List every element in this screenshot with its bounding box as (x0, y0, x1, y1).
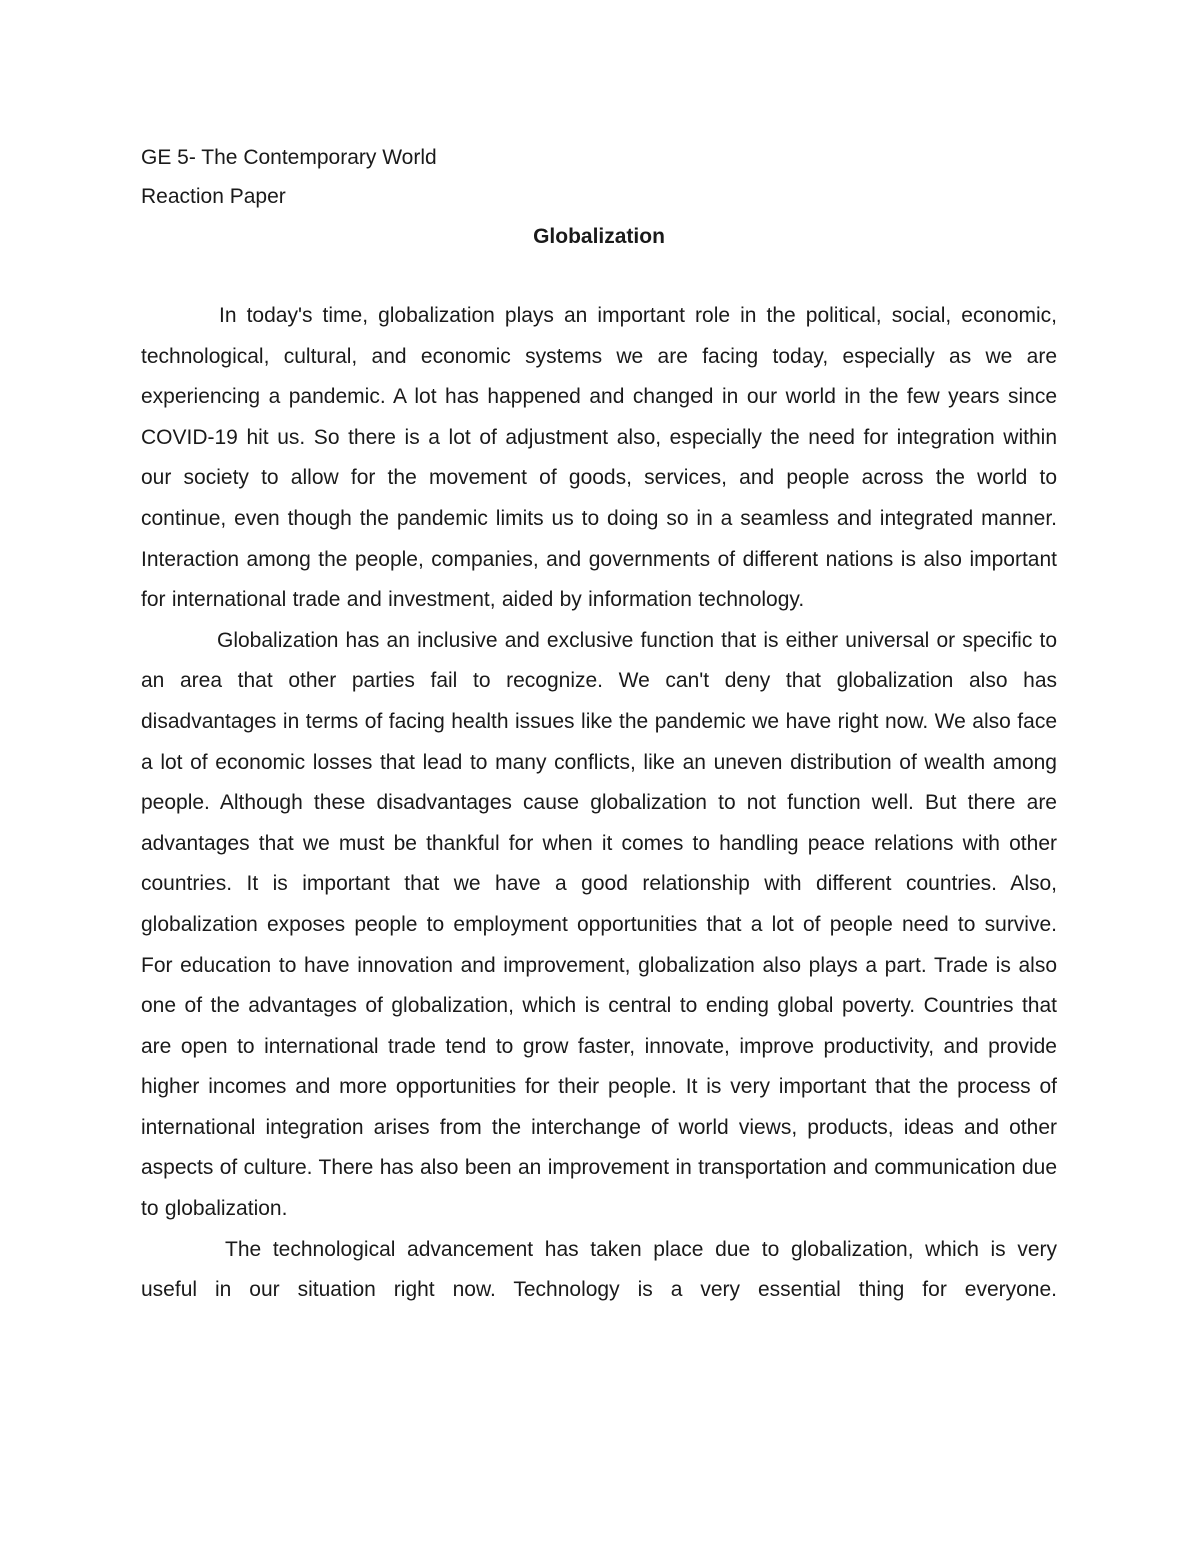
course-line: GE 5- The Contemporary World (141, 146, 437, 169)
paragraph-1: In today's time, globalization plays an important role in the political, social, economic, technological, cultural, and economic systems we are facing today, especially as we are experiencing a pandemic. A lot has happened and changed in our world in the few years since COVID-19 hit us. So there is a lot of adjustment also, especially the need for integration within our society to allow for the movement of goods, services, and people across the world to continue, even though the pandemic limits us to doing so in a seamless and integrated manner. Interaction among the people, companies, and governments of different nations is also important for international trade and investment, aided by information technology. (141, 304, 1057, 612)
paragraph-3: The technological advancement has taken place due to globalization, which is very useful in our situation right now. Technology is a very essential thing for everyone. (141, 1237, 1057, 1302)
document-type-line: Reaction Paper (141, 185, 286, 208)
document-title: Globalization (533, 225, 665, 248)
paragraph-2: Globalization has an inclusive and exclusive function that is either universal or specific to an area that other parties fail to recognize. We can't deny that globalization also has disadvantages in terms of facing health issues like the pandemic we have right now. We also face a lot of economic losses that lead to many conflicts, like an uneven distribution of wealth among people. Although these disadvantages cause globalization to not function well. But there are advantages that we must be thankful for when it comes to handling peace relations with other countries. It is important that we have a good relationship with different countries. Also, globalization exposes people to employment opportunities that a lot of people need to survive. For education to have innovation and improvement, globalization also plays a part. Trade is also one of the advantages of globalization, which is central to ending global poverty. Countries that are open to international trade tend to grow faster, innovate, improve productivity, and provide higher incomes and more opportunities for their people. It is very important that the process of international integration arises from the interchange of world views, products, ideas and other aspects of culture. There has also been an improvement in transportation and communication due to globalization. (141, 628, 1057, 1221)
document-page (141, 138, 1057, 1311)
